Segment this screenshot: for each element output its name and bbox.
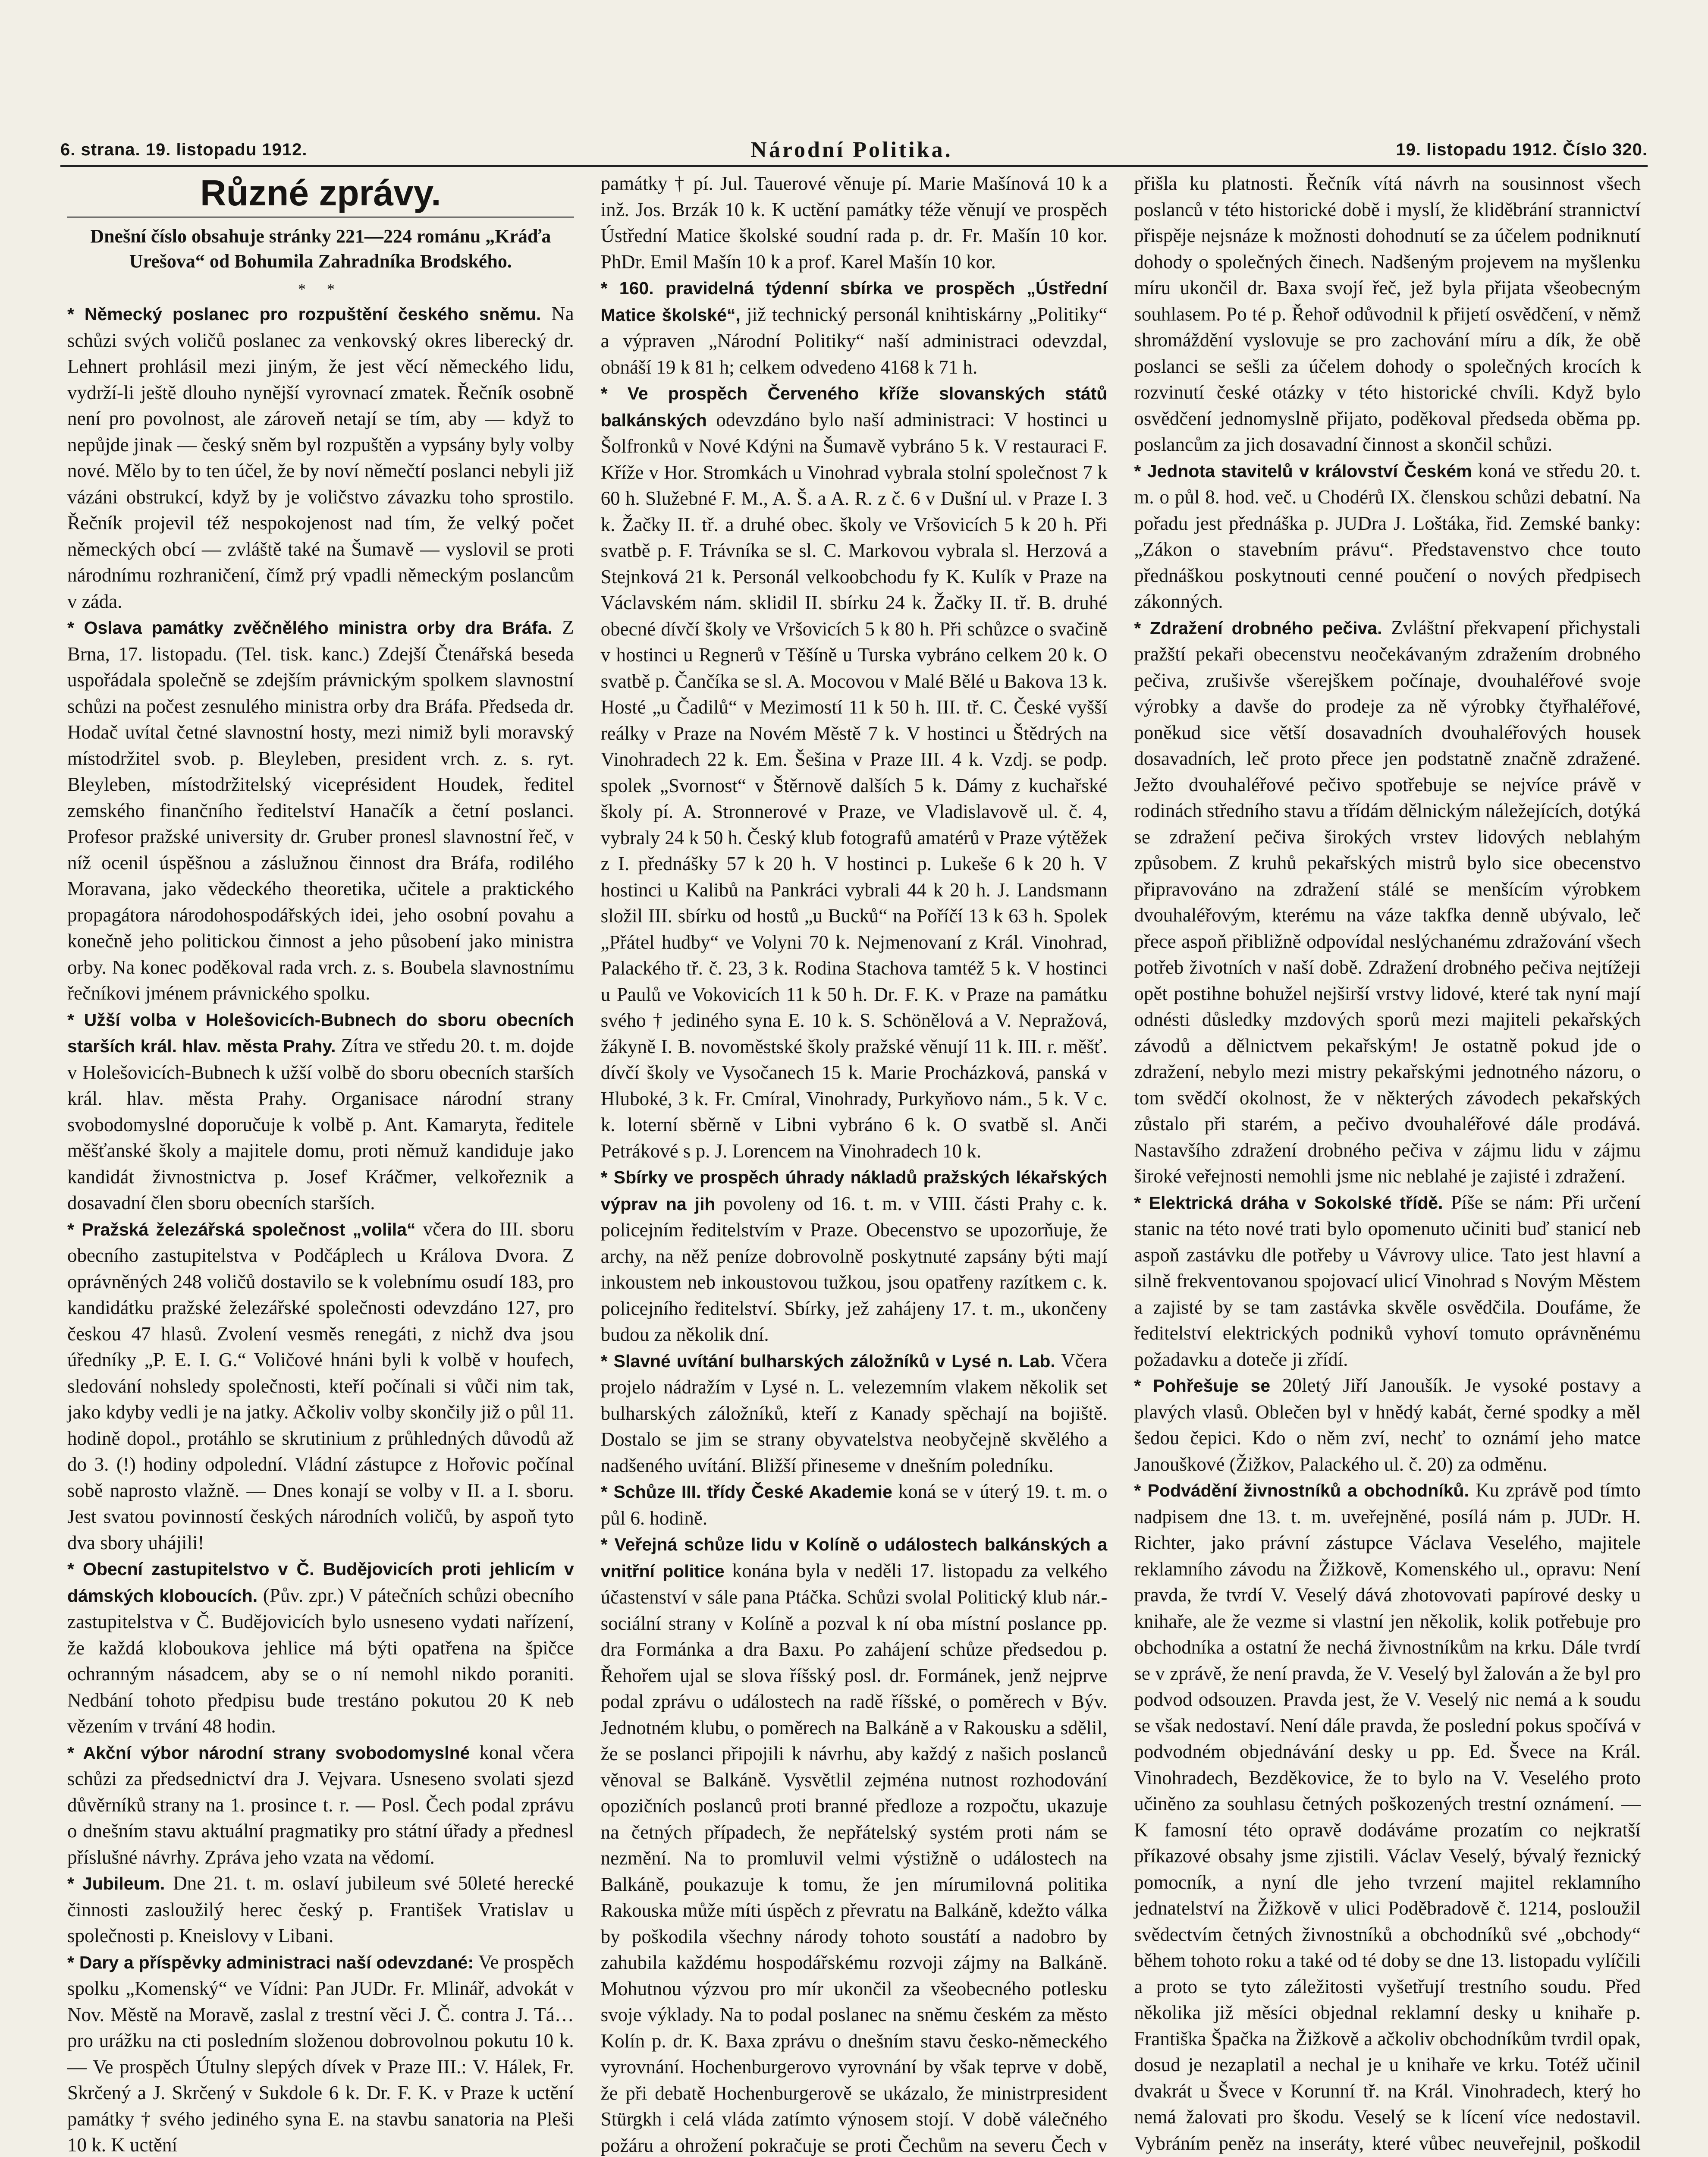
article-item — [1134, 170, 1641, 458]
article-item — [67, 301, 574, 614]
article-headline: * Jubileum. — [67, 1874, 165, 1893]
article-item — [1134, 615, 1641, 1189]
article-body: Z Brna, 17. listopadu. (Tel. tisk. kanc.) Zdejší Čtenářská beseda uspořádala společně se zdejším právnickým spolkem slavnostní schůzi na počest zesnulého ministra orby dra Bráfa. Předseda dr. Hodač uvítal četné slavnostní hosty, mezi nimiž byli moravský místodržitel svob. p. Bleyleben, president vrch. z. s. ryt. Bleyleben, místodržitelský viceprésident Houdek, ředitel zemského finančního ředitelství Hanačík a četní poslanci. Profesor pražské university dr. Gruber pronesl slavnostní řeč, v níž ocenil úspěšnou a záslužnou činnost dra Bráfa, rodilého Moravana, jako vědeckého theoretika, učitele a praktického propagátora národohospodářských idei, jeho osobní povahu a konečně jeho politickou činnost a jeho působení jako ministra orby. Na konec poděkoval rada vrch. z. s. Boubela slavnostnímu řečníkovi jménem právnického spolku. — [67, 616, 574, 1004]
article-headline: * Veřejná schůze lidu v Kolíně o událostech balkánských a vnitřní politice — [600, 1534, 1108, 1581]
article-body: Ku zprávě pod tímto nadpisem dne 13. t. m. uveřejněné, posílá nám p. JUDr. H. Richter, jako právní zástupce Václava Veselého, majitele reklamního závodu na Žižkově, Komenského ul., opravu: Není pravda, že tvrdí V. Veselý dává zhotovovati papírové desky u knihaře, ale že vezme si vlastní jen několik, kolik potřebuje pro obchodníka a ostatní že nechá živnostníkům na krku. Dále tvrdí se v zprávě, že není pravda, že V. Veselý byl žalován a že byl pro podvod odsouzen. Pravda jest, že V. Veselý nic nemá a k soudu se však nedostaví. Není dále pravda, že poslední pokus spočívá v podvodném objednávání desky u pp. Ed. Švece na Král. Vinohradech, Bezděkovice, že to bylo na V. Veselého proto učiněno za souhlasu četných poškozených trestní oznámení. — K famosní této opravě dodáváme prozatím co nejkratší příkazové obsahy jsme zjistili. Václav Veselý, bývalý řeznický pomocník, a nyní dle jeho tvrzení majitel reklamního jednatelství na Žižkově v ulici Poděbradově č. 1214, posloužil svědectvím četných živnostníků a obchodníků své „obchody“ během tohoto roku a také od té doby se dne 13. listopadu vylíčili a proto se tyto záležitosti vyšetřují trestního soudu. Před několika již měsíci objednal reklamní desky u knihaře p. Františka Špačka na Žižkově a ačkoliv obchodníkům tvrdil opak, dosud je nezaplatil a nechal je u knihaře ve krku. Totéž učinil dvakrát u Švece v Korunní tř. na Král. Vinohradech, který ho nemá žalovati pro škodu. Veselý se k lícení více nedostavil. Vybráním peněz na inseráty, které vůbec neuveřejnil, poškodil — [1134, 1479, 1641, 2154]
article-headline: * Akční výbor národní strany svobodomyslné — [67, 1742, 470, 1763]
article-body: Píše se nám: Při určení stanic na této nové trati bylo opomenuto učiniti buď stanicí neb aspoň zastávku dle potřeby u Vávrovy ulice. Tato jest hlavní a silně frekventovanou spojovací ulicí Vinohrad s Novým Městem a zajisté by se tam zastávka skvěle osvědčila. Doufáme, že ředitelství elektrických podniků vyhoví tomuto oprávněnému požadavku a doteče ji zřídí. — [1134, 1191, 1641, 1370]
article-item — [1134, 458, 1641, 615]
article-headline: * Pražská železářská společnost „volila“ — [67, 1219, 416, 1239]
article-headline: * Slavné uvítání bulharských záložníků v Lysé n. Lab. — [600, 1351, 1055, 1371]
article-item — [67, 1216, 574, 1556]
article-body: včera do III. sboru obecního zastupitelstva v Podčáplech u Králova Dvora. Z oprávněných 248 voličů dostavilo se k volebnímu osudí 183, pro kandidátku pražské železářské společnosti odevzdáno 127, pro českou 47 hlasů. Zvolení vesměs renegáti, z nichž dva jsou úředníky „P. E. I. G.“ Voličové hnáni byli k volbě v houfech, sledování nohsledy společnosti, kteří počínali si vůči nim tak, jako kdyby vedli je na jatky. Ačkoliv volby skončily již o půl 11. hodině dopol., protáhlo se skrutinium z průhledných důvodů až do 3. (!) hodiny odpolední. Vládní zástupce z Hořovic počínal sobě naprosto vlažně. — Dnes konají se volby v II. a I. sboru. Jest svatou povinností českých národních voličů, by aspoň tyto dva sbory uhájili! — [67, 1218, 574, 1553]
article-body: (Pův. zpr.) V pátečních schůzi obecního zastupitelstva v Č. Budějovicích bylo usneseno vydati nařízení, že každá kloboukova jehlice má býti opatřena na špičce ochranným násadcem, aby se o ní nemohl nikdo poraniti. Nedbání tohoto předpisu bude trestáno pokutou 20 K neb vězením v trvání 48 hodin. — [67, 1584, 574, 1737]
article-headline: * Pohřešuje se — [1134, 1376, 1271, 1396]
article-body: 20letý Jiří Janoušík. Je vysoké postavy a plavých vlasů. Oblečen byl v hnědý kabát, černé spodky a měl šedou čepici. Kdo o něm zví, nechť to oznámí jeho matce Janouškové (Žižkov, Palackého ul. č. 20) za odměnu. — [1134, 1374, 1641, 1475]
article-body: povoleny od 16. t. m. v VIII. části Prahy c. k. policejním ředitelstvím v Praze. Obecenstvo se upozorňuje, že archy, na něž peníze dobrovolně poskytnuté zapsány býti mají inkoustem neb inkoustovou tužkou, jsou opatřeny razítkem c. k. policejního ředitelství. Sbírky, jež zahájeny 17. t. m., ukončeny budou za několik dní. — [600, 1192, 1108, 1345]
article-body: konal včera schůzi za předsednictví dra J. Vejvara. Usneseno svolati sjezd důvěrníků strany na 1. prosince t. r. — Posl. Čech podal zprávu o dnešním stavu aktuální pragmatiky pro státní úřady a přednesl příslušné návrhy. Zpráva jeho vzata na vědomí. — [67, 1741, 574, 1868]
article-body: Zvláštní překvapení přichystali pražští pekaři obecenstvu neočekávaným zdražením drobného pečiva, zrušivše všerejškem počínaje, dvouhaléřové svoje výrobky a davše do prodeje za ně výrobky čtyřhaléřové, poněkud sice větší dosavadních dvouhaléřových housek dosavadních, leč proto přece jen podstatně značně zdražené. Ježto dvouhaléřové pečivo spotřebuje se nejvíce právě v rodinách středního stavu a třídám dělnickým náležejících, dotýká se zdražení pečiva širokých vrstev lidových neblahým způsobem. Z kruhů pekařských mistrů bylo sice obecenstvo připravováno na zdražení stálé se menšícím výrobkem dvouhaléřovým, kterému na váze takfka denně ubývalo, leč přece aspoň přibližně odpovídal neslýchanému zdražování všech potřeb životních v naší době. Zdražení drobného pečiva nejtížeji opět postihne bohužel nejširší vrstvy lidové, které tak nyní mají odnésti důsledky mzdových sporů mezi majiteli pekařských závodů a dělnictvem pekařským! Je ostatně pokud jde o zdražení, nebylo mezi mistry pekařskými jednotného názoru, o tom svědčí okolnost, že v některých závodech pekařských zůstalo při starém, a pečivo dvouhaléřové dále prodává. Nastavšího zdražení drobného pečiva v zájmu lidu v zájmu široké veřejnosti nemohli jsme nic neblahé je zajisté i zdražení. — [1134, 616, 1641, 1187]
article-body: Zítra ve středu 20. t. m. dojde v Holešovicích-Bubnech k užší volbě do sboru obecních starších král. hlav. města Prahy. Organisace národní strany svobodomyslné doporučuje k volbě p. Ant. Kamaryta, ředitele měšťanské školy a majitele domu, proti němuž kandiduje jako kandidát živnostnictva p. Josef Kráčmer, velkořeznik a dosavadní člen sboru obecních starších. — [67, 1035, 574, 1214]
column-1 — [65, 170, 577, 2157]
article-body: Dne 21. t. m. oslaví jubileum své 50leté herecké činnosti zasloužilý herec český p. František Vratislav u společnosti p. Kneislovy v Libani. — [67, 1872, 574, 1946]
article-item — [1134, 1372, 1641, 1477]
article-item — [67, 1556, 574, 1739]
article-headline: * Schůze III. třídy České Akademie — [600, 1482, 892, 1502]
article-item — [601, 380, 1108, 1164]
article-body: Ve prospěch spolku „Komenský“ ve Vídni: Pan JUDr. Fr. Mlinář, advokát v Nov. Městě na Moravě, zaslal z trestní věci J. Č. contra J. Tá… pro urážku na cti posledním složenou dobrovolnou pokutu 10 k. — Ve prospěch Útulny slepých dívek v Praze III.: V. Hálek, Fr. Skrčený a J. Skrčený v Sukdole 6 k. Dr. F. K. v Praze k uctění památky † svého jediného syna E. na stavbu sanatoria na Pleši 10 k. K uctění — [67, 1951, 574, 2156]
article-item — [1134, 1477, 1641, 2157]
article-item — [67, 614, 574, 1006]
supplement-notice: Dnešní číslo obsahuje stránky 221—224 románu „Kráďa Urešova“ od Bohumila Zahradníka Brodského. — [90, 226, 551, 272]
article-item — [601, 275, 1108, 380]
article-headline: * Zdražení drobného pečiva. — [1134, 618, 1382, 638]
article-item — [67, 1739, 574, 1871]
article-item — [601, 1164, 1108, 1348]
section-title: Různé zprávy. — [67, 172, 574, 218]
article-headline: * Dary a příspěvky administraci naší odevzdané: — [67, 1952, 474, 1972]
page-header — [60, 135, 1648, 167]
column-3 — [1131, 170, 1643, 2157]
separator-stars: * * — [298, 280, 343, 298]
article-columns — [65, 170, 1643, 2157]
article-headline: * Německý poslanec pro rozpuštění českého sněmu. — [67, 304, 541, 324]
article-headline: * Obecní zastupitelstvo v Č. Budějovicích proti jehlicím v dámských kloboucích. — [67, 1559, 574, 1606]
article-headline: * Ve prospěch Červeného kříže slovanských států balkánských — [600, 384, 1108, 430]
header-page-date: 6. strana. 19. listopadu 1912. — [60, 140, 308, 159]
article-headline: * Sbírky ve prospěch úhrady nákladů pražských lékařských výprav na jih — [600, 1167, 1108, 1214]
article-headline: * Podvádění živnostníků a obchodníků. — [1134, 1481, 1469, 1500]
article-body: koná ve středu 20. t. m. o půl 8. hod. več. u Chodérů IX. členskou schůzi debatní. Na pořadu jest přednáška p. JUDra J. Loštáka, řid. Zemské banky: „Zákon o stavebním právu“. Představenstvo chce touto přednáškou poskytnouti cenné poučení o nových předpisech zákonných. — [1134, 459, 1641, 612]
article-item — [67, 1949, 574, 2157]
article-body: odevzdáno bylo naší administraci: V hostinci u Šolfronků v Nové Kdýni na Šumavě vybráno 5 k. V restauraci F. Kříže v Hor. Stromkách u Vinohrad vybrala stolní společnost 7 k 60 h. Služebné F. M., A. Š. a A. R. z č. 6 v Dušní ul. v Praze I. 3 k. Žačky II. tř. a druhé obec. školy ve Vršovicích 5 k 20 h. Při svatbě p. F. Trávníka se sl. C. Markovou vybrala sl. Herzová a Stejnková 21 k. Personál velkoobchodu fy K. Kulík v Praze na Václavském nám. sklidil II. sbírku 24 k. Žačky II. tř. B. druhé obecné dívčí školy ve Vršovicích 5 k 80 h. Při schůzce o svačině v hostinci u Regnerů v Těšíně u Turska vybráno celkem 20 k. O svatbě p. Čančíka se sl. A. Mocovou v Malé Bělé u Bakova 13 k. Hosté „u Čadilů“ v Mezimostí 11 k 50 h. III. tř. C. České vyšší reálky v Praze na Novém Městě 7 k. V hostinci u Štědrých na Vinohradech 22 k. Em. Šešina v Praze III. 4 k. Vzdj. se podp. spolek „Svornost“ v Štěrnově dalších 5 k. Dámy z kuchařské školy pí. A. Stronnerové v Praze, ve Vladislavově ul. č. 4, vybraly 24 k 50 h. Český klub fotografů amatérů v Praze výtěžek z I. přednášky 57 k 20 h. V hostinci p. Lukeše 6 k 20 h. V hostinci u Kalibů na Pankráci vybrali 44 k 20 h. J. Landsmann složil III. sbírku od hostů „u Bucků“ na Poříčí 13 k 63 h. Spolek „Přátel hudby“ ve Volyni 70 k. Nejmenovaní z Král. Vinohrad, Palackého tř. č. 23, 3 k. Rodina Stachova tamtéž 5 k. V hostinci u Paulů ve Vokovicích 11 k 50 h. Dr. F. K. v Praze na památku svého † jediného syna E. 10 k. S. Schönělová a V. Nepražová, žákyně I. B. novoměstské školy pražské věnují 11 k. III. r. měšť. dívčí školy ve Vysočanech 15 k. Marie Procházková, panská v Hluboké, 3 k. Fr. Cmíral, Vinohrady, Purkyňovo nám., 5 k. V c. k. loterní sběrně v Libni vybráno 6 k. O svatbě sl. Anči Petrákové s p. J. Lorencem na Vinohradech 10 k. — [600, 409, 1108, 1162]
article-headline: * Oslava památky zvěčnělého ministra orby dra Bráfa. — [67, 618, 553, 638]
article-item — [601, 1348, 1108, 1479]
article-item — [601, 1478, 1108, 1531]
article-headline: * Elektrická dráha v Sokolské třídě. — [1134, 1192, 1443, 1213]
article-item — [1134, 1189, 1641, 1373]
article-item — [601, 1531, 1108, 2157]
header-issue-number: 19. listopadu 1912. Číslo 320. — [1396, 140, 1648, 159]
article-body: koná se v úterý 19. t. m. o půl 6. hodině. — [600, 1481, 1108, 1529]
article-item — [601, 170, 1108, 275]
article-item — [67, 1870, 574, 1949]
article-body: přišla ku platnosti. Řečník vítá návrh na sousinnost všech poslanců v této historické době i myslí, že kliděbrání strannictví přispěje nejsnáze k možnosti dohodnutí se za účelem podniknutí dohody o společných činech. Nadšeným projevem na myšlenku míru ukončil dr. Baxa svojí řeč, jež byla přijata všeobecným souhlasem. Po té p. Řehoř odůvodnil k přijetí osvědčení, v němž shromáždění vyslovuje se pro zachování míru a dík, že obě poslanci se sešli za účelem dohody o společných krocích k rozvinutí české otázky v této historické chvíli. Když bylo osvědčení jednomyslně přijato, poděkoval předseda oběma pp. poslancům za jich dosavadní činnost a skončil schůzi. — [1134, 173, 1641, 455]
article-body: památky † pí. Jul. Tauerové věnuje pí. Marie Mašínová 10 k a inž. Jos. Brzák 10 k. K uctění památky téže věnují ve prospěch Ústřední Matice školské soudní rada p. dr. Fr. Mašín 10 kor. PhDr. Emil Mašín 10 k a prof. Karel Mašín 10 kor. — [600, 173, 1108, 273]
column-2 — [598, 170, 1110, 2157]
article-body: Na schůzi svých voličů poslanec za venkovský okres liberecký dr. Lehnert prohlásil mezi jiným, že jest věcí německého lidu, vydrží-li ještě dlouho nynější vyrovnací zmatek. Řečník osobně není pro povolnost, ale zároveň netají se tím, aby — když to nepůjde jinak — český sněm byl rozpuštěn a vypsány byly volby nové. Mělo by to ten účel, že by noví němečtí poslanci nebyli již vázáni obstrukcí, když by je voličstvo závazku toho sprostilo. Řečník projevil též nespokojenost nad tím, že velký počet německých obcí — zvláště také na Šumavě — vyslovil se proti národnímu rozhraničení, čímž prý vpadli německým poslancům v záda. — [67, 303, 574, 612]
article-headline: * Užší volba v Holešovicích-Bubnech do sboru obecních starších král. hlav. města Prahy. — [67, 1009, 574, 1056]
article-headline: * 160. pravidelná týdenní sbírka ve prospěch „Ústřední Matice školské“, — [600, 278, 1108, 325]
article-item — [67, 1006, 574, 1216]
masthead-title: Národní Politika. — [750, 137, 953, 162]
article-body: Včera projelo nádražím v Lysé n. L. velezemním vlakem několik set bulharských záložníků, kteří z Kanady spěchají na bojiště. Dostalo se jim se strany obyvatelstva neobyčejně skvělého a nadšeného uvítání. Bližší přineseme v dnešním poledníku. — [600, 1349, 1108, 1476]
article-body: již technický personál knihtiskárny „Politiky“ a výpraven „Národní Politiky“ naší administraci odevzdal, obnáší 19 k 81 h; celkem odvedeno 4168 k 71 h. — [600, 303, 1108, 378]
article-body: konána byla v neděli 17. listopadu za velkého účastenství v sále pana Ptáčka. Schůzi svolal Politický klub nár.-sociální strany v Kolíně a pozval k ní oba místní poslance pp. dra Formánka a dra Baxu. Po zahájení schůze předsedou p. Řehořem ujal se slova říšský posl. dr. Formánek, jenž nejprve podal zprávu o událostech na radě říšské, o poměrech v Býv. Jednotném klubu, o poměrech na Balkáně a v Rakousku a sdělil, že se poslanci připojili k návrhu, aby každý z našich poslanců věnoval se Balkáně. Vysvětlil zejména nutnost rozhodování opozičních poslanců proti branné předloze a rozpočtu, ukazuje na četných případech, že nepřátelský systém proti nám se nezmění. Na to promluvil velmi výstižně o událostech na Balkáně, poukazuje k tomu, že jen mírumilovná politika Rakouska může míti úspěch z převratu na Balkáně, kdežto válka by poškodila všechny národy tohoto soustátí a nadobro by zahubila každému hospodářskému rozvoji zájmy na Balkáně. Mohutnou výzvou pro mír ukončil za všeobecného potlesku svoje výklady. Na to podal poslanec na sněmu českém za město Kolín p. dr. K. Baxa zprávu o dnešním stavu česko-německého vyrovnání. Hochenburgerovo vyrovnání by však teprve v době, že při debatě Hochenburgerově se ukázalo, že ministrpresident Stürgkh i celá vláda zatímto výnosem stojí. V době válečného požáru a ohrožení pokračuje se proti Čechům na severu Čech v — [600, 1560, 1108, 2156]
article-headline: * Jednota stavitelů v království Českém — [1134, 461, 1472, 481]
